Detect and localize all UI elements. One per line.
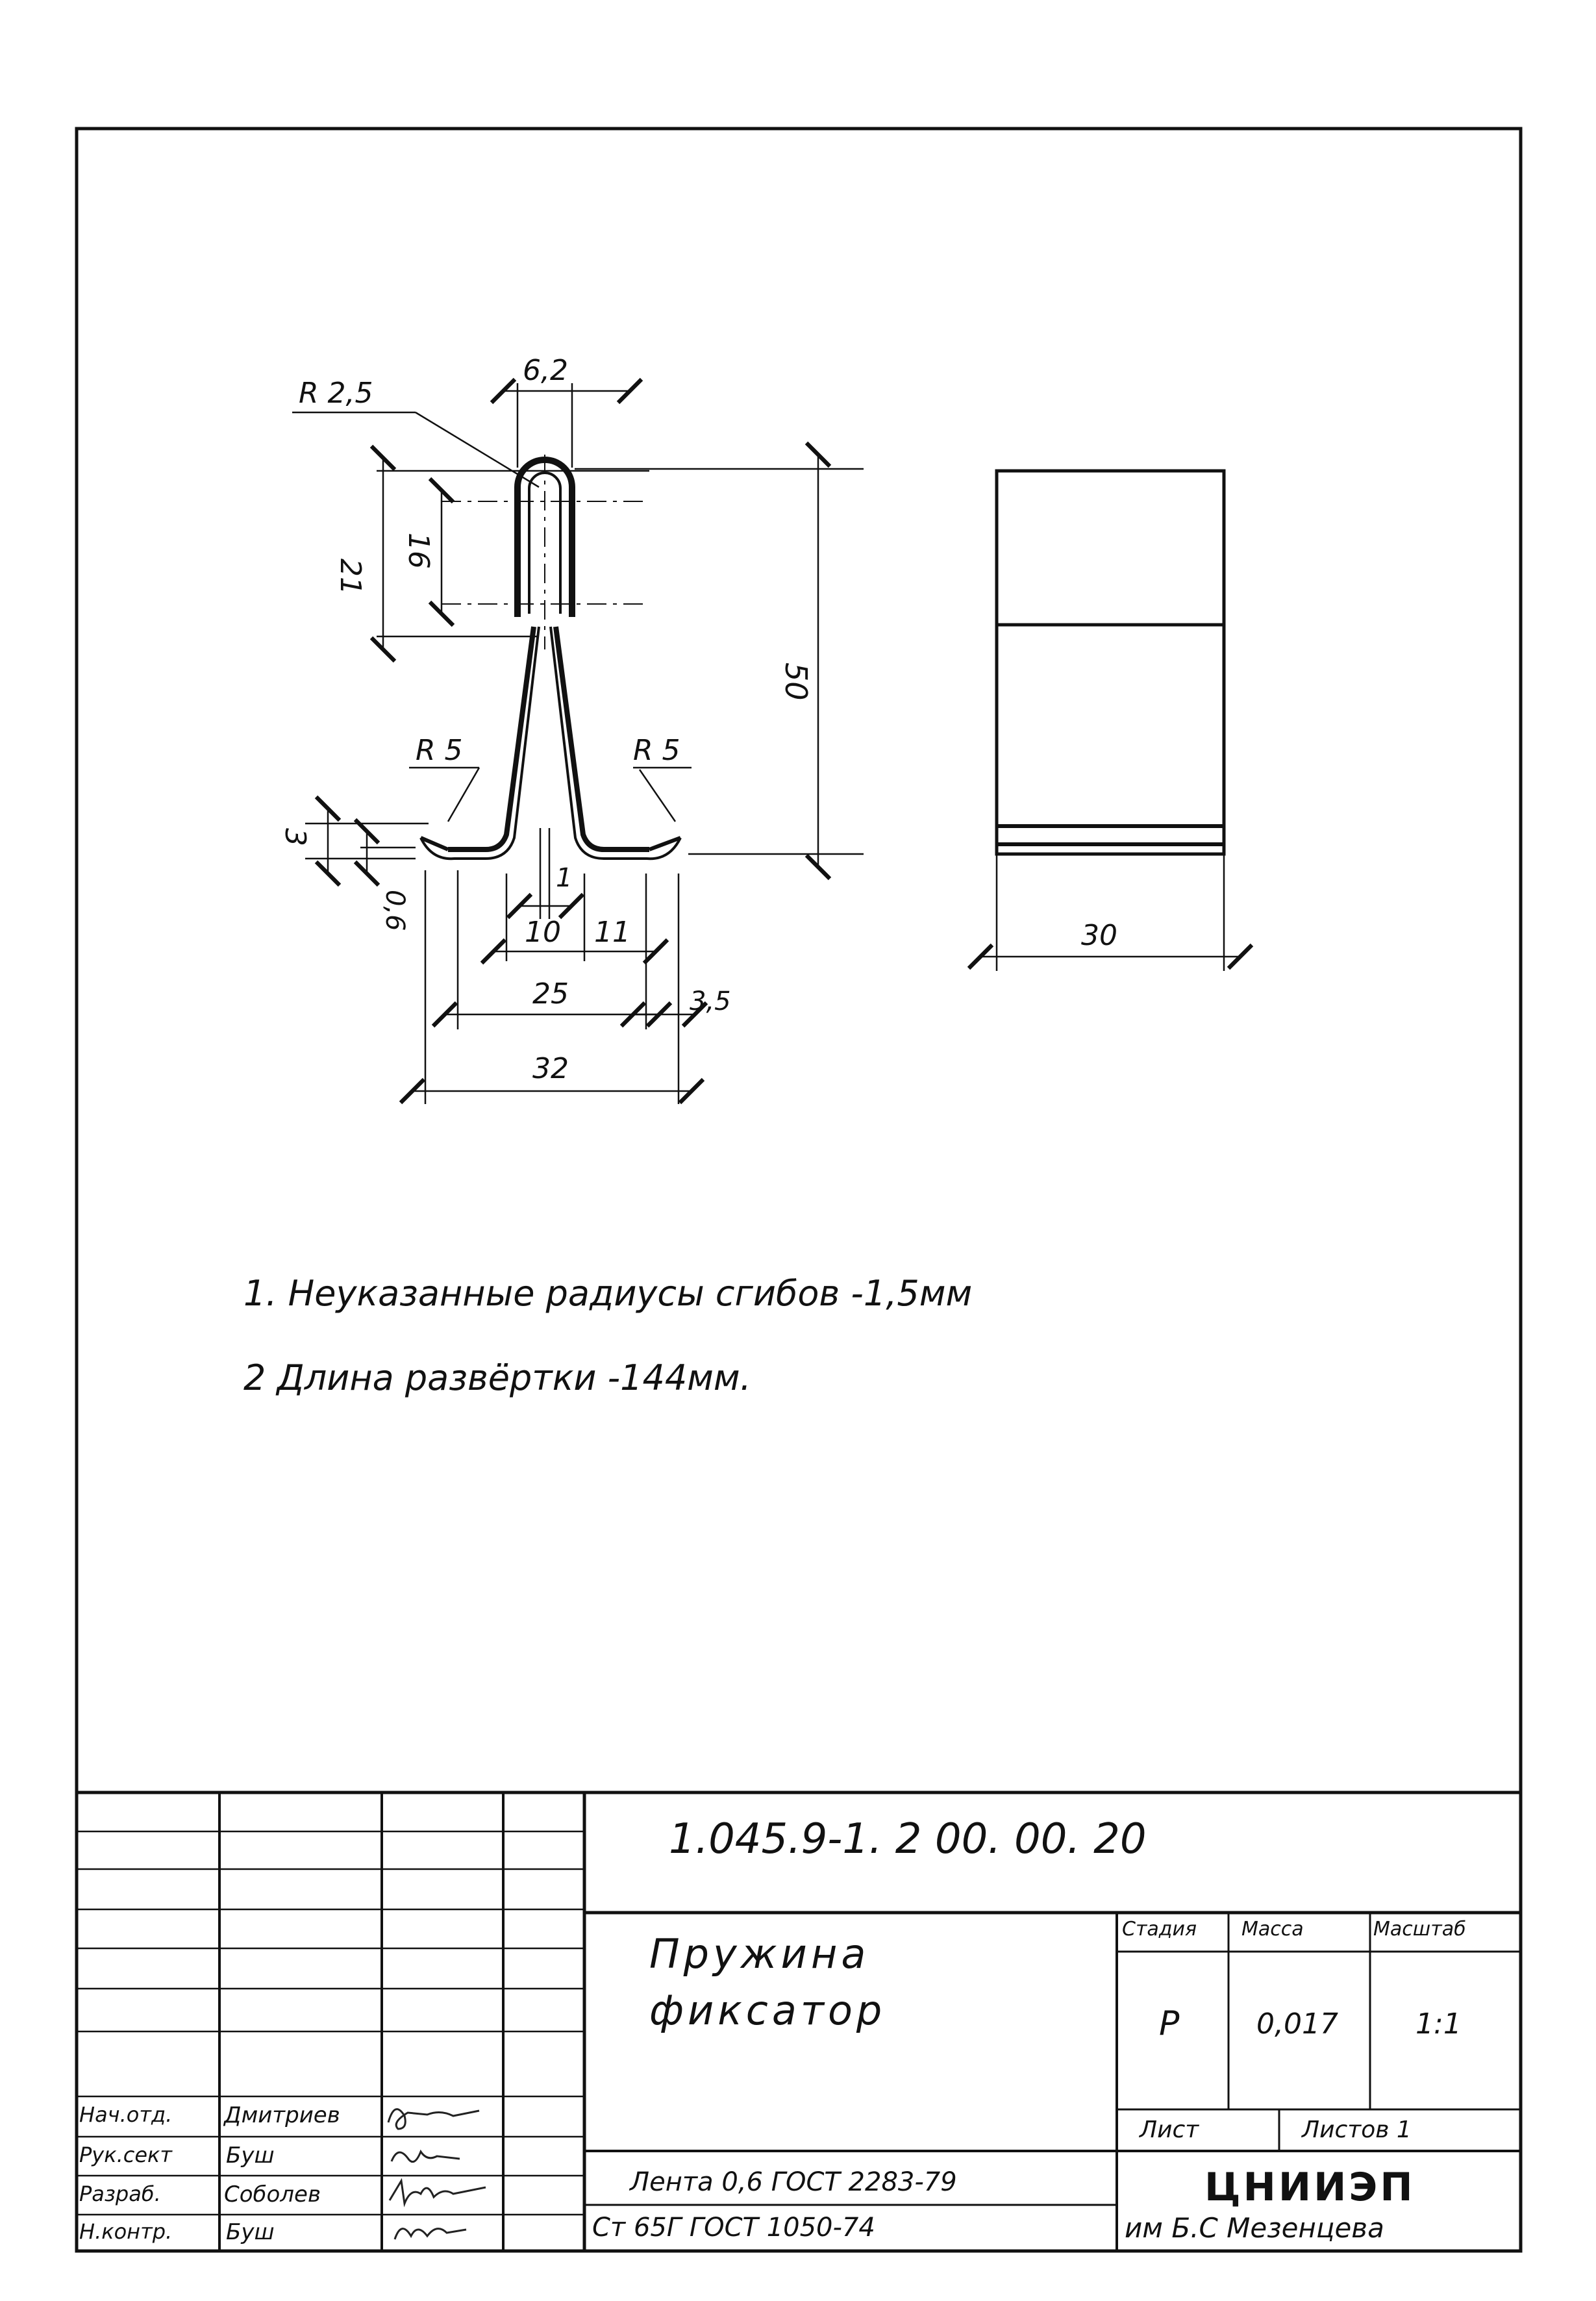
dim-r5-left: R 5 — [416, 734, 463, 767]
side-view — [980, 471, 1240, 971]
note-2: 2 Длина развёртки -144мм. — [243, 1357, 751, 1398]
organization-name: ЦНИИЭП — [1204, 2165, 1415, 2210]
dim-h16: 16 — [402, 533, 435, 569]
part-name-line1: Пружина — [649, 1930, 870, 1978]
role-developer: Разраб. — [79, 2182, 161, 2206]
scale-value: 1:1 — [1415, 2007, 1462, 2041]
stage-label: Стадия — [1122, 1918, 1197, 1941]
dim-h50: 50 — [779, 662, 814, 701]
front-view-dimensions — [292, 383, 864, 1104]
dim-h21: 21 — [334, 559, 367, 595]
dim-r5-right: R 5 — [633, 734, 680, 767]
signatures — [382, 2096, 503, 2251]
material-line1: Лента 0,6 ГОСТ 2283-79 — [630, 2167, 957, 2197]
role-head-dept: Нач.отд. — [79, 2102, 173, 2127]
stage-value: Р — [1159, 2004, 1180, 2043]
dimension-labels — [279, 354, 1117, 1085]
sheets-label: Листов 1 — [1302, 2117, 1412, 2143]
name-norm-control: Буш — [226, 2219, 275, 2245]
dim-w32: 32 — [532, 1052, 569, 1085]
dim-w11: 11 — [594, 916, 630, 949]
front-view — [421, 455, 680, 859]
designation: 1.045.9-1. 2 00. 00. 20 — [669, 1815, 1147, 1863]
dim-w10: 10 — [525, 916, 561, 949]
signature-head-sector — [392, 2152, 460, 2162]
name-head-dept: Дмитриев — [224, 2102, 340, 2128]
name-developer: Соболев — [224, 2182, 321, 2207]
dim-w30: 30 — [1081, 919, 1117, 952]
dim-r25: R 2,5 — [299, 377, 373, 410]
mass-value: 0,017 — [1256, 2007, 1338, 2041]
name-head-sector: Буш — [226, 2143, 275, 2169]
note-1: 1. Неуказанные радиусы сгибов -1,5мм — [243, 1273, 973, 1314]
scale-label: Масштаб — [1373, 1918, 1466, 1941]
role-norm-control: Н.контр. — [79, 2219, 173, 2244]
signature-developer — [390, 2181, 486, 2204]
dim-w35: 3,5 — [690, 987, 731, 1016]
dim-w25: 25 — [532, 977, 569, 1011]
material-line2: Ст 65Г ГОСТ 1050-74 — [592, 2213, 875, 2243]
dim-t1: 1 — [556, 863, 573, 893]
role-head-sector: Рук.сект — [79, 2143, 172, 2167]
dim-h3: 3 — [279, 828, 312, 846]
organization-subtitle: им Б.С Мезенцева — [1125, 2212, 1384, 2244]
part-name-line2: фиксатор — [649, 1987, 886, 2034]
mass-label: Масса — [1241, 1918, 1304, 1941]
side-view-outline — [997, 471, 1224, 854]
sheet-label: Лист — [1140, 2117, 1199, 2143]
dim-h06: 0,6 — [380, 890, 410, 931]
dim-w62: 6,2 — [523, 354, 568, 387]
signature-norm-control — [395, 2229, 466, 2239]
signature-head-dept — [388, 2109, 479, 2129]
